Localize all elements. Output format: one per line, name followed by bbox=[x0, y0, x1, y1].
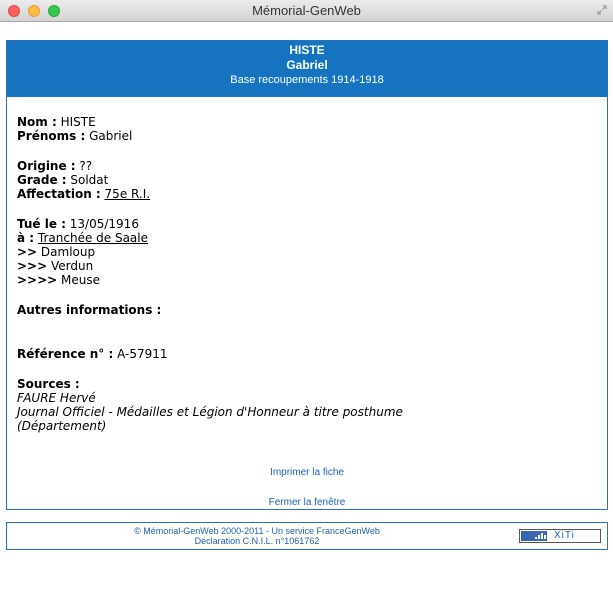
prenoms-row bbox=[17, 129, 403, 143]
xiti-label: XiTi bbox=[554, 530, 575, 541]
source-scope: (Département) bbox=[17, 419, 107, 433]
arrondissement-row bbox=[17, 259, 403, 273]
xiti-badge[interactable] bbox=[519, 529, 601, 543]
source-publication: Journal Officiel - Médailles et Légion d'Honneur à titre posthume bbox=[17, 405, 403, 419]
commune-value: Damloup bbox=[37, 245, 96, 259]
tue-row bbox=[17, 217, 403, 231]
affectation-link[interactable]: 75e R.I. bbox=[104, 187, 151, 201]
sources-label: Sources : bbox=[17, 377, 80, 391]
grade-label: Grade : bbox=[17, 173, 67, 187]
prenoms-value: Gabriel bbox=[85, 129, 133, 143]
xiti-bars-icon bbox=[521, 531, 547, 541]
tue-label: Tué le : bbox=[17, 217, 66, 231]
nom-label: Nom : bbox=[17, 115, 57, 129]
record-header bbox=[7, 41, 607, 97]
window-titlebar bbox=[0, 0, 613, 22]
origine-row bbox=[17, 159, 403, 173]
autres-row bbox=[17, 303, 403, 317]
reference-value: A-57911 bbox=[113, 347, 168, 361]
header-firstname: Gabriel bbox=[286, 58, 328, 72]
window-title: Mémorial-GenWeb bbox=[252, 3, 361, 18]
commune-prefix: >> bbox=[17, 245, 38, 259]
lieu-link[interactable]: Tranchée de Saale bbox=[37, 231, 149, 245]
close-action bbox=[7, 497, 607, 508]
fullscreen-icon[interactable] bbox=[597, 5, 607, 15]
origine-value: ?? bbox=[75, 159, 93, 173]
close-window-link[interactable]: Fermer la fenêtre bbox=[268, 497, 346, 508]
lieu-label: à : bbox=[17, 231, 35, 245]
footer-copyright: © Mémorial-GenWeb 2000-2011 - Un service FranceGenWeb bbox=[134, 526, 380, 536]
reference-row bbox=[17, 347, 403, 361]
prenoms-label: Prénoms : bbox=[17, 129, 86, 143]
affectation-label: Affectation : bbox=[17, 187, 101, 201]
origine-label: Origine : bbox=[17, 159, 76, 173]
header-base-name: Base recoupements 1914-1918 bbox=[230, 74, 384, 86]
sources-row bbox=[17, 377, 403, 391]
nom-row bbox=[17, 115, 403, 129]
source-author: FAURE Hervé bbox=[17, 391, 96, 405]
arrondissement-prefix: >>> bbox=[17, 259, 48, 273]
print-action bbox=[7, 467, 607, 478]
grade-value: Soldat bbox=[66, 173, 109, 187]
footer-text bbox=[7, 526, 507, 546]
departement-value: Meuse bbox=[57, 273, 101, 287]
departement-prefix: >>>> bbox=[17, 273, 58, 287]
grade-row bbox=[17, 173, 403, 187]
affectation-row bbox=[17, 187, 403, 201]
departement-row bbox=[17, 273, 403, 287]
commune-row bbox=[17, 245, 403, 259]
autres-label: Autres informations : bbox=[17, 303, 162, 317]
soldier-record-panel bbox=[6, 40, 608, 510]
arrondissement-value: Verdun bbox=[47, 259, 94, 273]
reference-label: Référence n° : bbox=[17, 347, 114, 361]
header-surname: HISTE bbox=[289, 43, 325, 57]
tue-value: 13/05/1916 bbox=[65, 217, 139, 231]
footer-cnil: Déclaration C.N.I.L. n°1061762 bbox=[194, 536, 320, 546]
lieu-row bbox=[17, 231, 403, 245]
nom-value: HISTE bbox=[56, 115, 96, 129]
print-record-link[interactable]: Imprimer la fiche bbox=[270, 467, 344, 478]
record-details bbox=[17, 115, 403, 433]
page-footer bbox=[6, 522, 608, 550]
